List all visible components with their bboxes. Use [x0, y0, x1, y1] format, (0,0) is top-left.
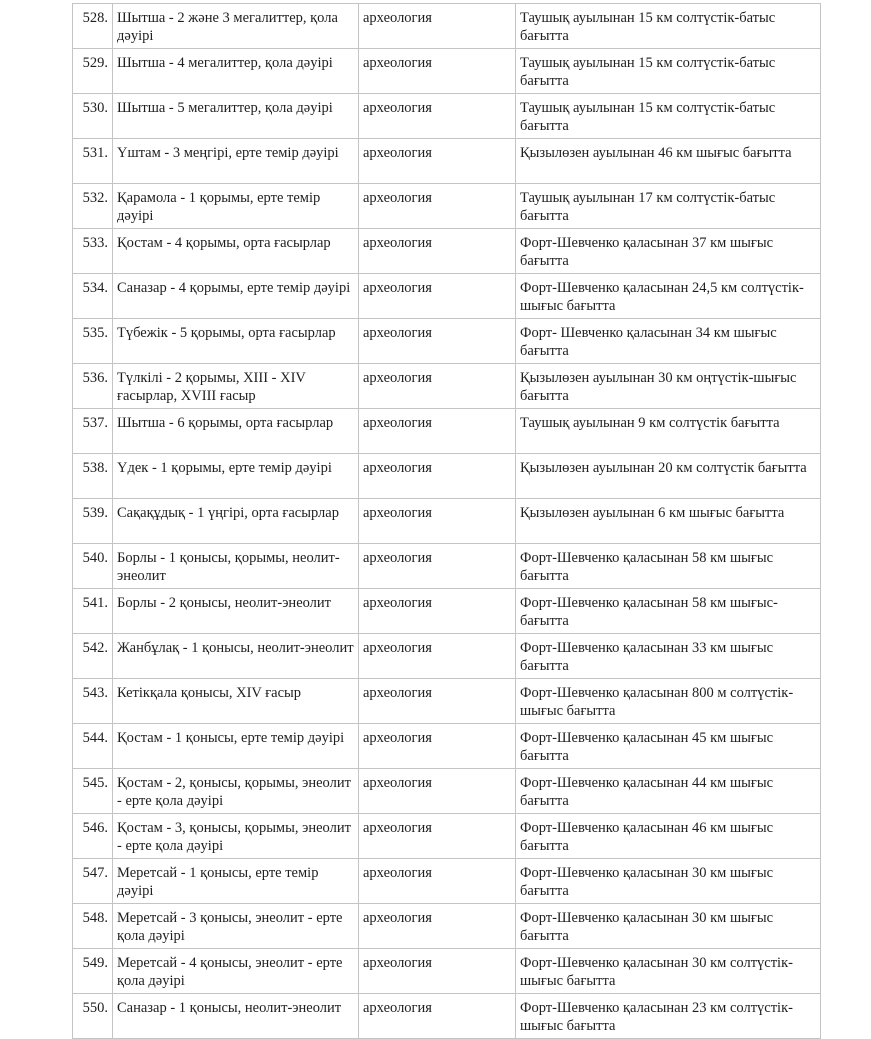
monument-type: археология: [359, 544, 516, 589]
monument-type: археология: [359, 184, 516, 229]
monument-type: археология: [359, 679, 516, 724]
monument-name: Меретсай - 4 қонысы, энеолит - ерте қола дәуірі: [113, 949, 359, 994]
monument-location: Қызылөзен ауылынан 46 км шығыс бағытта: [516, 139, 821, 184]
monument-location: Форт-Шевченко қаласынан 45 км шығыс бағытта: [516, 724, 821, 769]
row-number: 550.: [73, 994, 113, 1039]
table-row: [73, 4, 821, 49]
monument-location: Форт-Шевченко қаласынан 37 км шығыс бағытта: [516, 229, 821, 274]
table-row: [73, 814, 821, 859]
row-number: 547.: [73, 859, 113, 904]
monument-location: Форт-Шевченко қаласынан 30 км шығыс бағытта: [516, 859, 821, 904]
row-number: 537.: [73, 409, 113, 454]
table-row: [73, 589, 821, 634]
monument-type: археология: [359, 724, 516, 769]
monument-type: археология: [359, 409, 516, 454]
monument-name: Жанбұлақ - 1 қонысы, неолит-энеолит: [113, 634, 359, 679]
monument-location: Қызылөзен ауылынан 30 км оңтүстік-шығыс бағытта: [516, 364, 821, 409]
row-number: 528.: [73, 4, 113, 49]
monument-type: археология: [359, 994, 516, 1039]
table-row: [73, 679, 821, 724]
row-number: 532.: [73, 184, 113, 229]
monument-location: Форт-Шевченко қаласынан 23 км солтүстік-шығыс бағытта: [516, 994, 821, 1039]
table-row: [73, 769, 821, 814]
monument-name: Қостам - 1 қонысы, ерте темір дәуірі: [113, 724, 359, 769]
table-row: [73, 319, 821, 364]
monument-name: Сақақұдық - 1 үңгірі, орта ғасырлар: [113, 499, 359, 544]
row-number: 548.: [73, 904, 113, 949]
monument-type: археология: [359, 94, 516, 139]
monument-location: Таушық ауылынан 15 км солтүстік-батыс бағытта: [516, 49, 821, 94]
monument-name: Үдек - 1 қорымы, ерте темір дәуірі: [113, 454, 359, 499]
monument-type: археология: [359, 589, 516, 634]
row-number: 538.: [73, 454, 113, 499]
monument-location: Таушық ауылынан 17 км солтүстік-батыс бағытта: [516, 184, 821, 229]
row-number: 546.: [73, 814, 113, 859]
monument-name: Меретсай - 1 қонысы, ерте темір дәуірі: [113, 859, 359, 904]
table-row: [73, 364, 821, 409]
row-number: 542.: [73, 634, 113, 679]
monument-location: Форт-Шевченко қаласынан 44 км шығыс бағытта: [516, 769, 821, 814]
monument-name: Шытша - 4 мегалиттер, қола дәуірі: [113, 49, 359, 94]
row-number: 543.: [73, 679, 113, 724]
table-row: [73, 94, 821, 139]
table-row: [73, 139, 821, 184]
monument-name: Қостам - 4 қорымы, орта ғасырлар: [113, 229, 359, 274]
monument-location: Форт-Шевченко қаласынан 58 км шығыс-бағытта: [516, 589, 821, 634]
monument-type: археология: [359, 49, 516, 94]
monument-type: археология: [359, 904, 516, 949]
monument-name: Қостам - 3, қонысы, қорымы, энеолит - ерте қола дәуірі: [113, 814, 359, 859]
table-row: [73, 184, 821, 229]
monument-name: Қостам - 2, қонысы, қорымы, энеолит - ерте қола дәуірі: [113, 769, 359, 814]
monuments-table-body: [73, 4, 821, 1039]
table-row: [73, 274, 821, 319]
monument-name: Борлы - 2 қонысы, неолит-энеолит: [113, 589, 359, 634]
monument-name: Борлы - 1 қонысы, қорымы, неолит-энеолит: [113, 544, 359, 589]
table-row: [73, 904, 821, 949]
monument-location: Қызылөзен ауылынан 6 км шығыс бағытта: [516, 499, 821, 544]
monument-location: Форт-Шевченко қаласынан 24,5 км солтүстік-шығыс бағытта: [516, 274, 821, 319]
row-number: 540.: [73, 544, 113, 589]
monument-location: Форт-Шевченко қаласынан 33 км шығыс бағытта: [516, 634, 821, 679]
row-number: 544.: [73, 724, 113, 769]
monument-name: Шытша - 5 мегалиттер, қола дәуірі: [113, 94, 359, 139]
monument-name: Түлкілі - 2 қорымы, XIII - XIV ғасырлар, XVIII ғасыр: [113, 364, 359, 409]
monument-location: Қызылөзен ауылынан 20 км солтүстік бағытта: [516, 454, 821, 499]
monument-location: Форт-Шевченко қаласынан 30 км шығыс бағытта: [516, 904, 821, 949]
table-row: [73, 634, 821, 679]
monument-type: археология: [359, 634, 516, 679]
monument-type: археология: [359, 319, 516, 364]
monument-name: Шытша - 2 және 3 мегалиттер, қола дәуірі: [113, 4, 359, 49]
monument-location: Таушық ауылынан 15 км солтүстік-батыс бағытта: [516, 94, 821, 139]
monument-location: Форт-Шевченко қаласынан 800 м солтүстік-шығыс бағытта: [516, 679, 821, 724]
monument-location: Форт-Шевченко қаласынан 46 км шығыс бағытта: [516, 814, 821, 859]
monument-name: Кетікқала қонысы, XIV ғасыр: [113, 679, 359, 724]
monument-type: археология: [359, 364, 516, 409]
table-row: [73, 949, 821, 994]
monument-type: археология: [359, 859, 516, 904]
monument-type: археология: [359, 274, 516, 319]
monument-type: археология: [359, 499, 516, 544]
monument-type: археология: [359, 229, 516, 274]
monument-type: археология: [359, 769, 516, 814]
row-number: 529.: [73, 49, 113, 94]
monument-location: Форт-Шевченко қаласынан 58 км шығыс бағытта: [516, 544, 821, 589]
row-number: 549.: [73, 949, 113, 994]
monument-name: Қарамола - 1 қорымы, ерте темір дәуірі: [113, 184, 359, 229]
monument-name: Шытша - 6 қорымы, орта ғасырлар: [113, 409, 359, 454]
monument-type: археология: [359, 814, 516, 859]
monument-location: Форт-Шевченко қаласынан 30 км солтүстік-шығыс бағытта: [516, 949, 821, 994]
monument-name: Түбежік - 5 қорымы, орта ғасырлар: [113, 319, 359, 364]
monument-location: Таушық ауылынан 15 км солтүстік-батыс бағытта: [516, 4, 821, 49]
monument-name: Саназар - 1 қонысы, неолит-энеолит: [113, 994, 359, 1039]
document-page: [72, 3, 820, 1039]
table-row: [73, 454, 821, 499]
monument-location: Форт- Шевченко қаласынан 34 км шығыс бағытта: [516, 319, 821, 364]
table-row: [73, 499, 821, 544]
row-number: 545.: [73, 769, 113, 814]
monument-name: Үштам - 3 меңгірі, ерте темір дәуірі: [113, 139, 359, 184]
row-number: 535.: [73, 319, 113, 364]
row-number: 534.: [73, 274, 113, 319]
table-row: [73, 49, 821, 94]
row-number: 530.: [73, 94, 113, 139]
monument-name: Саназар - 4 қорымы, ерте темір дәуірі: [113, 274, 359, 319]
table-row: [73, 409, 821, 454]
table-row: [73, 229, 821, 274]
row-number: 541.: [73, 589, 113, 634]
row-number: 536.: [73, 364, 113, 409]
table-row: [73, 859, 821, 904]
monument-name: Меретсай - 3 қонысы, энеолит - ерте қола дәуірі: [113, 904, 359, 949]
monument-type: археология: [359, 4, 516, 49]
monument-type: археология: [359, 454, 516, 499]
monument-type: археология: [359, 949, 516, 994]
table-row: [73, 994, 821, 1039]
row-number: 531.: [73, 139, 113, 184]
monument-location: Таушық ауылынан 9 км солтүстік бағытта: [516, 409, 821, 454]
monuments-table: [72, 3, 821, 1039]
table-row: [73, 724, 821, 769]
row-number: 539.: [73, 499, 113, 544]
table-row: [73, 544, 821, 589]
row-number: 533.: [73, 229, 113, 274]
monument-type: археология: [359, 139, 516, 184]
